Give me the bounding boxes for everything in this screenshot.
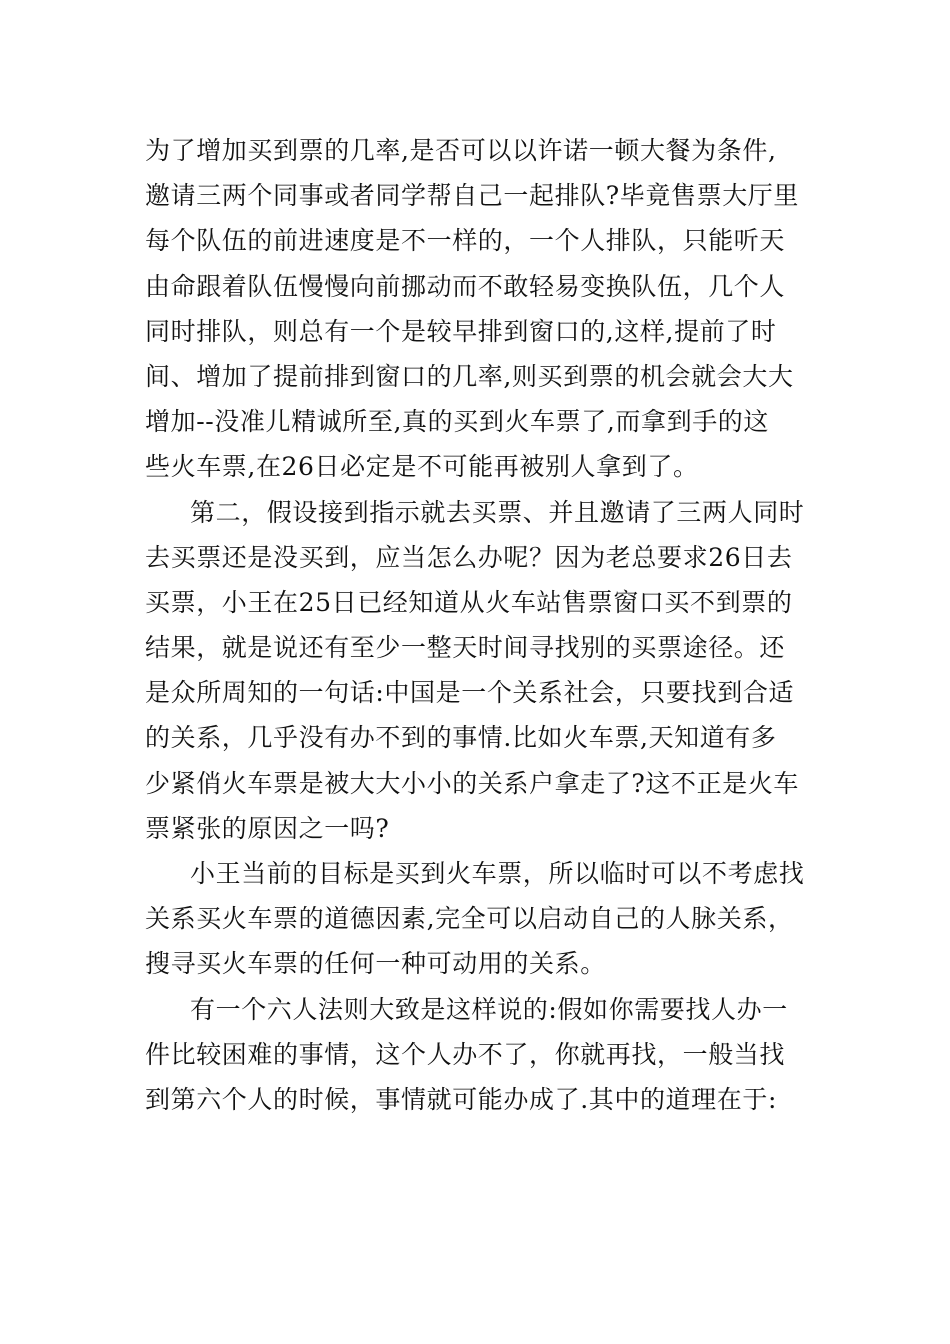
text-line: 是众所周知的一句话:中国是一个关系社会，只要找到合适 (145, 678, 795, 708)
text-line: 每个队伍的前进速度是不一样的，一个人排队，只能听天 (145, 226, 786, 256)
paragraph-start-line: 第二，假设接到指示就去买票、并且邀请了三两人同时 (190, 497, 805, 527)
text-line: 结果，就是说还有至少一整天时间寻找别的买票途径。还 (145, 633, 786, 663)
text-line: 为了增加买到票的几率,是否可以以许诺一顿大餐为条件, (145, 136, 777, 165)
text-line: 去买票还是没买到，应当怎么办呢？因为老总要求26日去 (145, 542, 793, 572)
text-line: 到第六个人的时候，事情就可能办成了.其中的道理在于: (145, 1084, 777, 1114)
text-line: 邀请三两个同事或者同学帮自己一起排队?毕竟售票大厅里 (145, 181, 800, 211)
text-line: 的关系，几乎没有办不到的事情.比如火车票,天知道有多 (145, 723, 777, 753)
paragraph-start-line: 有一个六人法则大致是这样说的:假如你需要找人办一 (190, 994, 788, 1024)
text-line: 由命跟着队伍慢慢向前挪动而不敢轻易变换队伍，几个人 (145, 271, 786, 301)
text-line: 买票，小王在25日已经知道从火车站售票窗口买不到票的 (145, 587, 793, 617)
paragraph-start-line: 小王当前的目标是买到火车票，所以临时可以不考虑找 (190, 859, 805, 888)
text-line: 票紧张的原因之一吗? (145, 813, 390, 843)
body-text (145, 128, 805, 1122)
text-line: 增加--没准儿精诚所至,真的买到火车票了,而拿到手的这 (145, 407, 769, 437)
text-line: 少紧俏火车票是被大大小小的关系户拿走了?这不正是火车 (145, 768, 800, 798)
text-line: 件比较困难的事情，这个人办不了，你就再找，一般当找 (145, 1039, 786, 1069)
text-line: 些火车票,在26日必定是不可能再被别人拿到了。 (145, 452, 699, 482)
text-line: 关系买火车票的道德因素,完全可以启动自己的人脉关系， (145, 904, 794, 934)
text-line: 同时排队，则总有一个是较早排到窗口的,这样,提前了时 (145, 316, 777, 346)
text-line: 间、增加了提前排到窗口的几率,则买到票的机会就会大大 (145, 361, 794, 391)
text-line: 搜寻买火车票的任何一种可动用的关系。 (145, 949, 606, 979)
